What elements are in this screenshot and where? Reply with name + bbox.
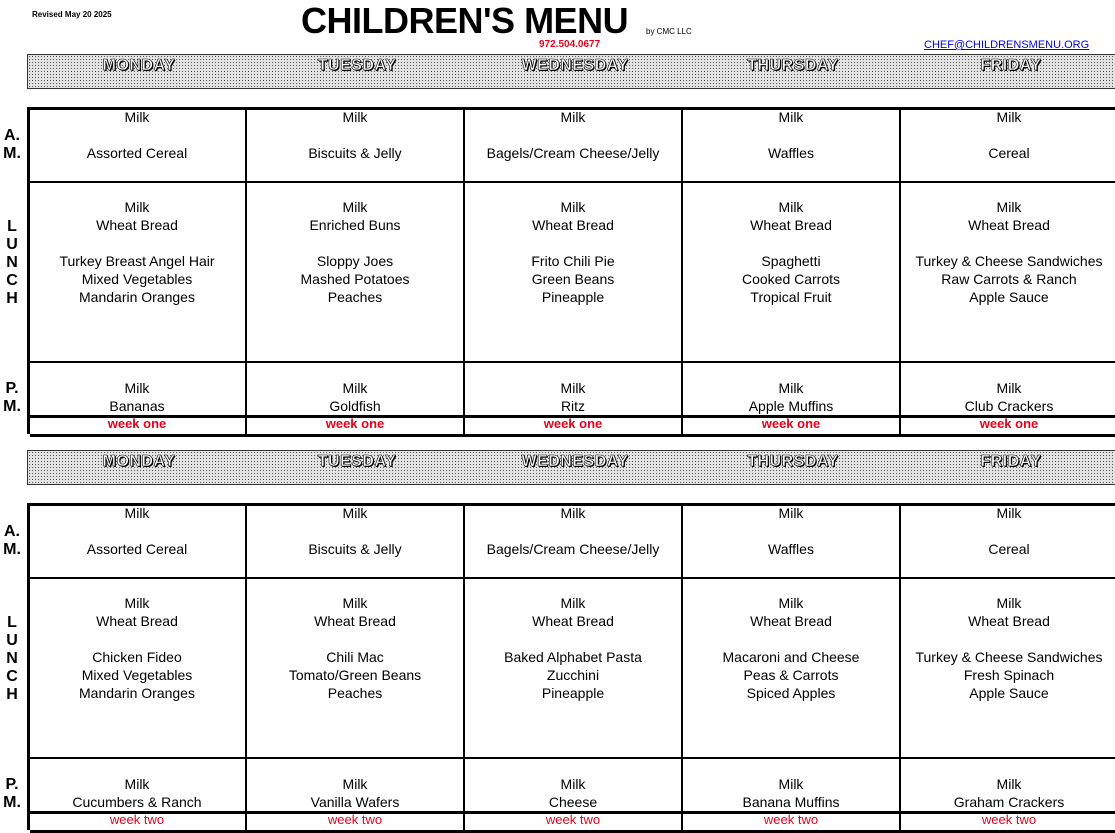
lunch-drink: Milk — [342, 595, 368, 611]
week-label: week two — [545, 812, 601, 827]
lunch-bread: Wheat Bread — [96, 217, 178, 233]
lunch-bread: Enriched Buns — [309, 217, 401, 233]
day-name-friday: FRIDAY — [980, 453, 1042, 470]
week-label: week two — [327, 812, 383, 827]
am-drink: Milk — [124, 109, 150, 125]
side-letter: C — [6, 668, 18, 685]
lunch-drink: Milk — [342, 199, 368, 215]
lunch-drink: Milk — [778, 199, 804, 215]
side-label-lunch — [2, 218, 22, 308]
lunch-cell — [247, 198, 463, 306]
am-food: Bagels/Cream Cheese/Jelly — [486, 145, 660, 161]
pm-food: Bananas — [109, 398, 165, 414]
am-drink: Milk — [778, 109, 804, 125]
week-label: week one — [761, 416, 821, 431]
day-name-thursday: THURSDAY — [747, 57, 839, 74]
day-name-tuesday: TUESDAY — [317, 57, 397, 74]
am-food: Biscuits & Jelly — [308, 541, 402, 557]
am-spacer — [29, 522, 245, 540]
lunch-item: Mixed Vegetables — [81, 271, 193, 287]
am-food: Bagels/Cream Cheese/Jelly — [486, 541, 660, 557]
am-food: Waffles — [768, 541, 814, 557]
lunch-item: Turkey & Cheese Sandwiches — [915, 649, 1103, 665]
lunch-spacer — [29, 630, 245, 648]
am-spacer — [465, 126, 681, 144]
week-label: week one — [325, 416, 385, 431]
email-link[interactable]: CHEF@CHILDRENSMENU.ORG — [924, 39, 1090, 51]
pm-drink: Milk — [778, 776, 804, 792]
side-letter: M. — [3, 398, 21, 415]
side-letter: H — [6, 290, 18, 307]
side-letter: C — [6, 272, 18, 289]
lunch-item: Mixed Vegetables — [81, 667, 193, 683]
am-drink: Milk — [342, 505, 368, 521]
lunch-item: Green Beans — [531, 271, 615, 287]
pm-drink: Milk — [778, 380, 804, 396]
lunch-drink: Milk — [996, 199, 1022, 215]
side-label-am — [2, 127, 22, 163]
am-spacer — [465, 522, 681, 540]
am-drink: Milk — [996, 109, 1022, 125]
lunch-item: Macaroni and Cheese — [722, 649, 860, 665]
am-food: Assorted Cereal — [86, 541, 188, 557]
lunch-cell — [901, 198, 1115, 306]
pm-snack-cell — [29, 379, 245, 415]
am-food: Cereal — [988, 145, 1030, 161]
side-letter: U — [6, 632, 18, 649]
day-name-friday: FRIDAY — [980, 57, 1042, 74]
week-label: week two — [109, 812, 165, 827]
am-spacer — [901, 522, 1115, 540]
am-snack-cell — [683, 108, 899, 162]
lunch-cell — [683, 594, 899, 702]
pm-food: Club Crackers — [964, 398, 1054, 414]
phone-number: 972.504.0677 — [539, 39, 601, 50]
lunch-spacer — [683, 630, 899, 648]
day-name-thursday: THURSDAY — [747, 453, 839, 470]
lunch-bread: Wheat Bread — [750, 217, 832, 233]
pm-drink: Milk — [560, 776, 586, 792]
side-letter: N — [6, 650, 18, 667]
side-letter: P. — [5, 776, 19, 793]
am-snack-cell — [247, 504, 463, 558]
lunch-item: Peaches — [327, 289, 383, 305]
lunch-item: Tomato/Green Beans — [288, 667, 422, 683]
lunch-spacer — [29, 234, 245, 252]
lunch-item: Sloppy Joes — [316, 253, 394, 269]
revised-date: Revised May 20 2025 — [32, 10, 112, 19]
pm-snack-cell — [29, 775, 245, 811]
byline: by CMC LLC — [646, 27, 692, 36]
side-letter: U — [6, 236, 18, 253]
pm-drink: Milk — [560, 380, 586, 396]
am-food: Assorted Cereal — [86, 145, 188, 161]
lunch-item: Spiced Apples — [746, 685, 836, 701]
lunch-item: Raw Carrots & Ranch — [941, 271, 1077, 287]
lunch-spacer — [683, 234, 899, 252]
lunch-drink: Milk — [560, 199, 586, 215]
pm-drink: Milk — [996, 380, 1022, 396]
side-label-am — [2, 523, 22, 559]
am-snack-cell — [247, 108, 463, 162]
lunch-cell — [29, 594, 245, 702]
side-letter: N — [6, 254, 18, 271]
week-label: week two — [763, 812, 819, 827]
lunch-bread: Wheat Bread — [532, 217, 614, 233]
side-letter: A. — [4, 127, 20, 144]
am-spacer — [29, 126, 245, 144]
lunch-cell — [247, 594, 463, 702]
lunch-item: Baked Alphabet Pasta — [504, 649, 642, 665]
lunch-spacer — [465, 630, 681, 648]
lunch-item: Mashed Potatoes — [300, 271, 410, 287]
am-snack-cell — [29, 504, 245, 558]
lunch-cell — [465, 594, 681, 702]
pm-snack-cell — [901, 379, 1115, 415]
lunch-spacer — [901, 630, 1115, 648]
lunch-item: Zucchini — [546, 667, 600, 683]
lunch-cell — [683, 198, 899, 306]
lunch-spacer — [901, 234, 1115, 252]
pm-food: Vanilla Wafers — [310, 794, 400, 810]
lunch-drink: Milk — [996, 595, 1022, 611]
side-label-pm — [2, 776, 22, 812]
page-title: CHILDREN'S MENU — [301, 0, 629, 41]
am-drink: Milk — [560, 505, 586, 521]
lunch-spacer — [465, 234, 681, 252]
lunch-drink: Milk — [560, 595, 586, 611]
am-spacer — [683, 126, 899, 144]
week-label: week one — [979, 416, 1039, 431]
am-snack-cell — [465, 108, 681, 162]
am-spacer — [901, 126, 1115, 144]
pm-food: Cheese — [548, 794, 598, 810]
lunch-bread: Wheat Bread — [314, 613, 396, 629]
lunch-spacer — [247, 234, 463, 252]
week-label: week one — [543, 416, 603, 431]
lunch-item: Peaches — [327, 685, 383, 701]
day-name-monday: MONDAY — [102, 57, 176, 74]
day-name-tuesday: TUESDAY — [317, 453, 397, 470]
week-label: week two — [981, 812, 1037, 827]
pm-snack-cell — [901, 775, 1115, 811]
lunch-item: Chili Mac — [326, 649, 384, 665]
lunch-item: Pineapple — [541, 289, 605, 305]
pm-food: Apple Muffins — [748, 398, 834, 414]
pm-food: Goldfish — [329, 398, 381, 414]
pm-food: Ritz — [560, 398, 586, 414]
lunch-item: Mandarin Oranges — [79, 289, 195, 305]
side-letter: H — [6, 686, 18, 703]
day-name-monday: MONDAY — [102, 453, 176, 470]
pm-food: Graham Crackers — [953, 794, 1065, 810]
lunch-item: Cooked Carrots — [741, 271, 841, 287]
lunch-spacer — [247, 630, 463, 648]
side-letter: M. — [3, 541, 21, 558]
pm-food: Banana Muffins — [742, 794, 840, 810]
side-letter: L — [7, 614, 17, 631]
pm-snack-cell — [247, 775, 463, 811]
lunch-bread: Wheat Bread — [96, 613, 178, 629]
lunch-item: Apple Sauce — [969, 685, 1049, 701]
lunch-item: Fresh Spinach — [963, 667, 1055, 683]
am-drink: Milk — [342, 109, 368, 125]
side-letter: M. — [3, 794, 21, 811]
lunch-item: Mandarin Oranges — [79, 685, 195, 701]
side-letter: M. — [3, 145, 21, 162]
pm-snack-cell — [465, 379, 681, 415]
lunch-drink: Milk — [124, 199, 150, 215]
row-divider — [30, 361, 1115, 363]
pm-snack-cell — [465, 775, 681, 811]
am-snack-cell — [901, 108, 1115, 162]
pm-snack-cell — [683, 379, 899, 415]
am-drink: Milk — [996, 505, 1022, 521]
day-name-wednesday: WEDNESDAY — [521, 453, 629, 470]
am-spacer — [247, 126, 463, 144]
day-header-band — [27, 54, 1115, 89]
pm-drink: Milk — [342, 380, 368, 396]
am-drink: Milk — [560, 109, 586, 125]
side-letter: P. — [5, 380, 19, 397]
side-label-pm — [2, 380, 22, 416]
am-food: Waffles — [768, 145, 814, 161]
lunch-item: Peas & Carrots — [743, 667, 839, 683]
lunch-item: Turkey & Cheese Sandwiches — [915, 253, 1103, 269]
pm-snack-cell — [683, 775, 899, 811]
lunch-bread: Wheat Bread — [968, 217, 1050, 233]
lunch-drink: Milk — [124, 595, 150, 611]
am-snack-cell — [683, 504, 899, 558]
row-divider — [30, 757, 1115, 759]
lunch-bread: Wheat Bread — [750, 613, 832, 629]
row-divider — [30, 181, 1115, 183]
lunch-item: Apple Sauce — [969, 289, 1049, 305]
am-food: Cereal — [988, 541, 1030, 557]
am-snack-cell — [465, 504, 681, 558]
pm-drink: Milk — [996, 776, 1022, 792]
lunch-cell — [901, 594, 1115, 702]
lunch-item: Turkey Breast Angel Hair — [59, 253, 215, 269]
lunch-cell — [29, 198, 245, 306]
pm-drink: Milk — [342, 776, 368, 792]
lunch-bread: Wheat Bread — [968, 613, 1050, 629]
day-name-wednesday: WEDNESDAY — [521, 57, 629, 74]
side-label-lunch — [2, 614, 22, 704]
lunch-item: Pineapple — [541, 685, 605, 701]
lunch-item: Frito Chili Pie — [531, 253, 615, 269]
pm-drink: Milk — [124, 776, 150, 792]
pm-snack-cell — [247, 379, 463, 415]
am-drink: Milk — [778, 505, 804, 521]
lunch-item: Tropical Fruit — [750, 289, 832, 305]
am-drink: Milk — [124, 505, 150, 521]
row-divider — [30, 577, 1115, 579]
am-snack-cell — [29, 108, 245, 162]
row-divider — [30, 434, 1115, 437]
lunch-item: Chicken Fideo — [92, 649, 182, 665]
am-spacer — [247, 522, 463, 540]
day-header-band — [27, 450, 1115, 485]
side-letter: L — [7, 218, 17, 235]
lunch-item: Spaghetti — [761, 253, 821, 269]
lunch-bread: Wheat Bread — [532, 613, 614, 629]
pm-food: Cucumbers & Ranch — [72, 794, 202, 810]
side-letter: A. — [4, 523, 20, 540]
week-label: week one — [107, 416, 167, 431]
lunch-cell — [465, 198, 681, 306]
am-spacer — [683, 522, 899, 540]
pm-drink: Milk — [124, 380, 150, 396]
lunch-drink: Milk — [778, 595, 804, 611]
am-food: Biscuits & Jelly — [308, 145, 402, 161]
am-snack-cell — [901, 504, 1115, 558]
